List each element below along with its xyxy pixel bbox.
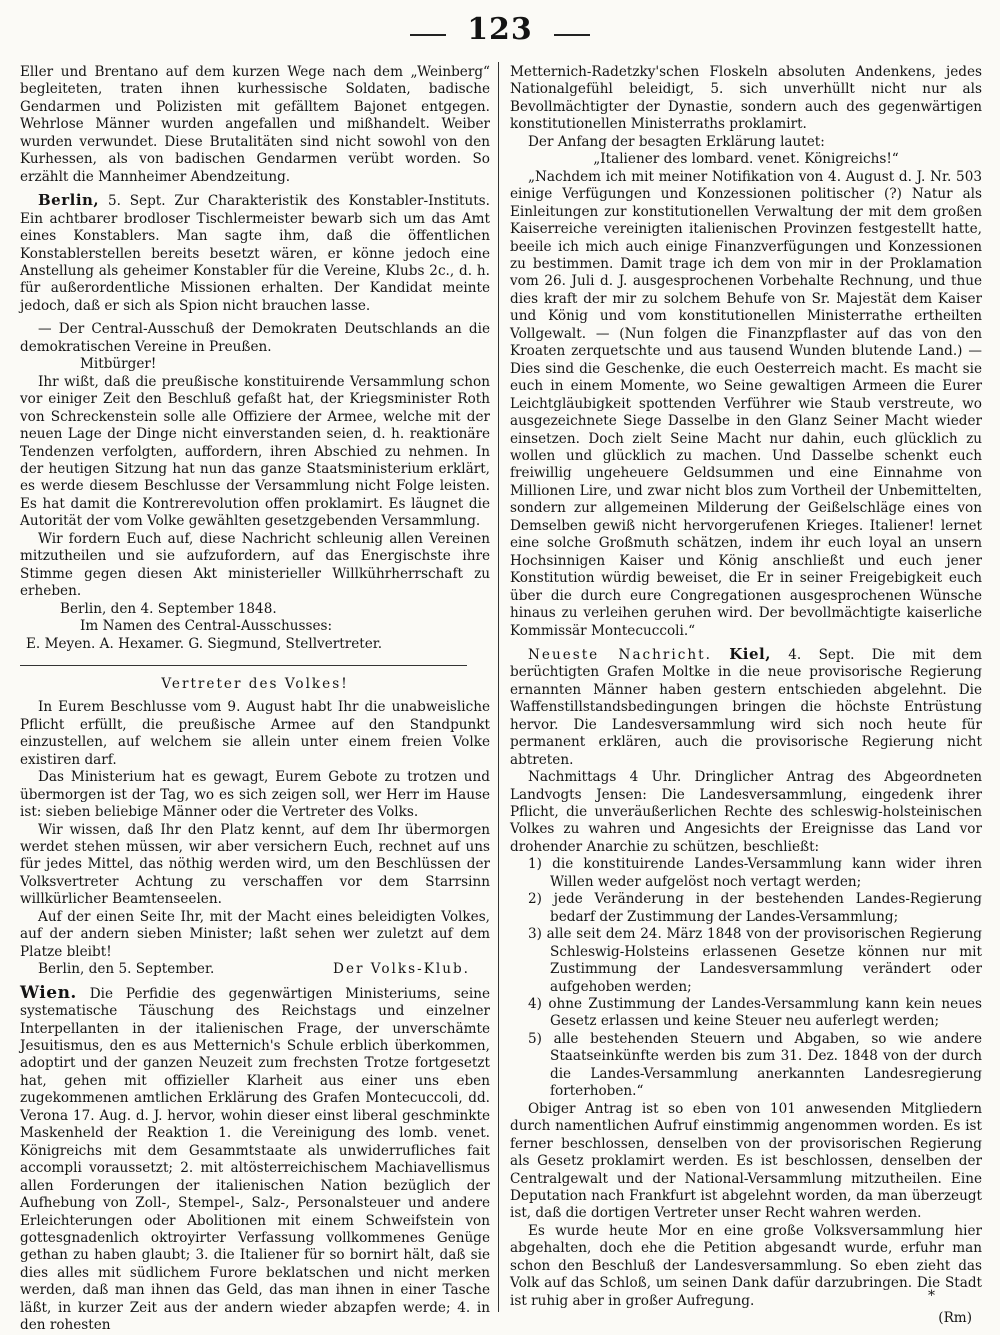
section-rule [20,665,467,666]
paragraph: Obiger Antrag ist so eben von 101 anwesenden Mitgliedern durch namentlichen Aufruf einstimmig angenommen worden. Es ist ferner beschlossen, denselben von der provisorischen Regierung als Gesetz proklamirt werden. Es ist beschlossen, denselben der Centralgewalt und der National-Versammlung mitzutheilen. Eine Deputation nach Frankfurt ist abgelehnt worden, da man überzeugt ist, daß die dortigen Vertreter unser Recht wahren werden. [510,1100,982,1222]
left-column [20,64,490,1334]
footer-mark: * [928,1288,935,1304]
signatories: E. Meyen. A. Hexamer. G. Siegmund, Stellvertreter. [26,635,383,652]
wien-text: Die Perfidie des gegenwärtigen Ministeriums, seine systematische Täuschung des Reichstags und einzelner Interpellanten in der italienischen Frage, der unverschämte Jesuitismus, den es aus Metternich's Schule erblich überkommen, adoptirt und der ganzen Neuzeit zum frechsten Trotze fortgesetzt hat, gehen mit offizieller Klarheit aus einer uns eben zugekommenen amtlichen Erklärung des Grafen Montecuccoli, dd. Verona 17. Aug. d. J. hervor, wohin dieser einst liberal geschminkte Maskenheld der Reaktion 1. die Vereinigung des lomb. venet. Königreichs mit dem Gesammtstaate als unwiderrufliches fait accompli voraussetzt; 2. mit altösterreichischem Machiavellismus allen Forderungen der italienischen Nation bezüglich der Aufhebung von Zoll-, Stempel-, Salz-, Personalsteuer und andere Erleichterungen oder Abolitionen mit einem Schweifstein von gottesgnadenlich oktroyirter Verfassung vollkommenes Genüge gethan zu haben glaubt; 3. die Italiener für so bornirt hält, daß sie dies alles mit südlichem Furore beklatschen und nicht merken werden, daß man ihnen das Geld, das man ihnen in einer Tasche läßt, in kurzer Zeit aus der andern wieder abzapfen werde; 4. in den rohesten [20,985,490,1334]
header-dash-right [554,34,590,36]
column-divider [498,62,499,1312]
berlin-text: 5. Sept. Zur Charakteristik des Konstabler-Instituts. Ein achtbarer brodloser Tischlermeister bewarb sich um das Amt eines Konstablers. Man sagte ihm, daß die öffentlichen Konstablerstellen bereits besetzt wären, er könne jedoch eine Anstellung als geheimer Konstabler für die Vereine, Klubs 2c., d. h. für außerordentliche Missionen erhalten. Der Kandidat meinte jedoch, daß er sich als Spion nicht brauchen lasse. [20,193,490,314]
place-date: Berlin, den 5. September. [38,961,215,978]
paragraph: Auf der einen Seite Ihr, mit der Macht eines beleidigten Volkes, auf der andern sieben Minister; laßt sehen wer zuletzt auf dem Platze bleibt! [20,908,490,960]
central-committee-heading: — Der Central-Ausschuß der Demokraten Deutschlands an die demokratischen Vereine in Preußen. [20,321,490,355]
club-signature: Der Volks-Klub. [333,961,470,978]
dateline-wien: Wien. [20,982,77,1003]
kiel-article [510,646,982,769]
paragraph: Eller und Brentano auf dem kurzen Wege nach dem „Weinberg“ begleiteten, traten ihnen kurhessische Soldaten, badische Gendarmen und Polizisten mit gefälltem Bajonet entgegen. Wehrlose Männer wurden angefallen und mißhandelt. Weiber wurden verwundet. Diese Brutalitäten sind nicht sowohl von den Kurhessen, als von badischen Gendarmen verübt worden. So erzählt die Mannheimer Abendzeitung. [20,64,490,185]
quoted-proclamation: „Nachdem ich mit meiner Notifikation von 4. August d. J. Nr. 503 einige Verfügungen und Konzessionen politischer (?) Natur als Einleitungen zur konstitutionellen Verwaltung der mit dem großen Kaiserreiche vereinigten italienischen Provinzen festgestellt hatte, beeile ich mich auch einige Finanzverfügungen und Konzessionen zu bestimmen. Damit trage ich dem von mir in der Proklamation vom 26. Juli d. J. ausgesprochenen Vorbehalte Rechnung, und thue dies kraft der mir zu solchem Behufe von Sr. Majestät dem Kaiser und König und vom konstitutionellen Ministerrathe ertheilten Vollgewalt. — (Nun folgen die Finanzpflaster auf das von den Kroaten zerquetschte und aus tausend Wunden blutende Land.) — Dies sind die Geschenke, die euch Oesterreich macht. Es macht sie euch in einem Momente, wo Seine gewaltigen Armeen die Eurer Leichtgläubigkeit spottenden Verführer wie Staub verstreute, wo ausgezeichnete Siege Dasselbe in den Glanz Seiner Macht wieder einsetzen. Doch zielt Seine Macht nur dahin, euch glücklich zu wollen und glücklich zu machen. Und Dasselbe schenkt euch freiwillig ungeheuere Geldsummen und eine Einnahme von Millionen Lire, und zwar nicht blos zum Vortheil der Unbemittelten, sondern zur allgemeinen Milderung der Geißelschläge eines von Demselben gewiß nicht hervorgerufenen Krieges. Italiener! lernet eine solche Großmuth schätzen, indem ihr euch loyal an unsern Hochsinnigen Kaiser und König anschließt und euch jener Konstitution würdig beweiset, die Er in seiner Freigebigkeit euch über die durch eure Congregationen ausgesprochenen Wünsche hinaus zu verleihen geruhen wird. Der bevollmächtigte kaiserliche Kommissär Montecuccoli.“ [510,168,982,639]
right-column [510,64,982,1327]
quote-heading: „Italiener des lombard. venet. Königreichs!“ [593,151,899,168]
paragraph: In Eurem Beschlusse vom 9. August habt Ihr die unabweisliche Pflicht erfüllt, die preußische Armee auf den Standpunkt einzustellen, auf welchem sie allein unter einem freien Volke existiren darf. [20,699,490,768]
header-dash-left [410,34,446,36]
berlin-article [20,192,490,315]
paragraph: Wir wissen, daß Ihr den Platz kennt, auf dem Ihr übermorgen werdet stehen müssen, wir aber versichern Euch, rechnet auf uns für jedes Mittel, das nöthig werden wird, um den Beschlüssen der Volksvertreter Achtung zu verschaffen vor dem Starrsinn willkürlicher Beamtenseelen. [20,821,490,908]
closing-line [20,961,490,978]
salutation: Mitbürger! [80,356,157,373]
page-header [0,12,1000,46]
dateline-kiel: Kiel, [729,644,771,663]
paragraph: Metternich-Radetzky'schen Floskeln absoluten Andenkens, jedes Nationalgefühl beleidigt, 5. sich unverhüllt nicht nur als Bevollmächtigter der Dynastie, sondern auch des gegenwärtigen konstitutionellen Ministerraths proklamirt. [510,64,982,133]
list-item: 5) alle bestehenden Steuern und Abgaben, so wie andere Staatseinkünfte werden bis zum 31. Dez. 1848 von der durch die Landes-Versammlung anerkannten Landesregierung forterhoben.“ [528,1030,982,1100]
on-behalf: Im Namen des Central-Ausschusses: [80,618,333,635]
place-date: Berlin, den 4. September 1848. [60,600,277,617]
paragraph: Nachmittags 4 Uhr. Dringlicher Antrag des Abgeordneten Landvogts Jensen: Die Landesversammlung, eingedenk ihrer Pflicht, die unveräußerlichen Rechte des schleswig-holsteinischen Volkes zu wahren und Angesichts der Ereignisse das Land vor drohender Anarchie zu schützen, beschließt: [510,769,982,855]
list-item: 2) jede Veränderung in der bestehenden Landes-Regierung bedarf der Zustimmung der Landes-Versammlung; [528,891,982,925]
list-item: 1) die konstituirende Landes-Versammlung kann wider ihren Willen weder aufgelöst noch vertagt werden; [528,856,982,890]
page-number: 123 [467,12,533,47]
paragraph: Ihr wißt, daß die preußische konstituirende Versammlung schon vor einiger Zeit den Beschluß gefaßt hat, der Kriegsminister Roth von Schreckenstein solle alle Offiziere der Armee, welche mit der neuen Lage der Dinge nicht einverstanden seien, d. h. reaktionäre Tendenzen verfolgten, auffordern, ihren Abschied zu nehmen. In der heutigen Sitzung hat nun das ganze Staatsministerium erklärt, es werde diesem Beschlusse der Versammlung nicht Folge leisten. Es hat damit die Kontrerevolution offen proklamirt. Es läugnet die Autorität der vom Volke gewählten gesetzgebenden Versammlung. [20,373,490,530]
list-item: 4) ohne Zustimmung der Landes-Versammlung kann kein neues Gesetz erlassen und keine Steuer neu auferlegt werden; [528,996,982,1030]
signoff: (Rm) [938,1310,972,1327]
wien-article [20,982,490,1335]
salutation: Vertreter des Volkes! [161,675,349,692]
paragraph: Es wurde heute Mor en eine große Volksversammlung hier abgehalten, doch ehe die Petition abgesandt wurde, erfuhr man schon den Beschluß der Landesversammlung. So eben zieht das Volk auf das Schloß, um seinen Dank dafür darzubringen. Die Stadt ist ruhig aber in großer Aufregung. [510,1222,982,1309]
paragraph: Der Anfang der besagten Erklärung lautet: [528,133,825,150]
kiel-text: 4. Sept. Die mit dem berüchtigten Grafen Moltke in die neue provisorische Regierung ernannten Männer haben gestern entschieden abgelehnt. Die Waffenstillstandsbedingungen bringen die höchste Entrüstung hervor. Die Landesversammlung wird sich noch heute für permanent erklären, auch die provisorische Regierung nicht abtreten. [510,646,982,768]
paragraph: Das Ministerium hat es gewagt, Eurem Gebote zu trotzen und übermorgen ist der Tag, wo es sich zeigen soll, wer Herr im Hause ist: sieben beliebige Männer oder die Vertreter des Volks. [20,769,490,821]
latest-news-label: Neueste Nachricht. [528,646,712,663]
list-item: 3) alle seit dem 24. März 1848 von der provisorischen Regierung Schleswig-Holsteins erlassenen Gesetze können nur mit Zustimmung der Landesversammlung verändert oder aufgehoben werden; [528,926,982,995]
dateline-berlin: Berlin, [38,191,100,210]
paragraph: Wir fordern Euch auf, diese Nachricht schleunig allen Vereinen mitzutheilen und sie aufzufordern, auf das Energischste ihre Stimme gegen diesen Akt ministerieller Willkührherrschaft zu erheben. [20,530,490,600]
